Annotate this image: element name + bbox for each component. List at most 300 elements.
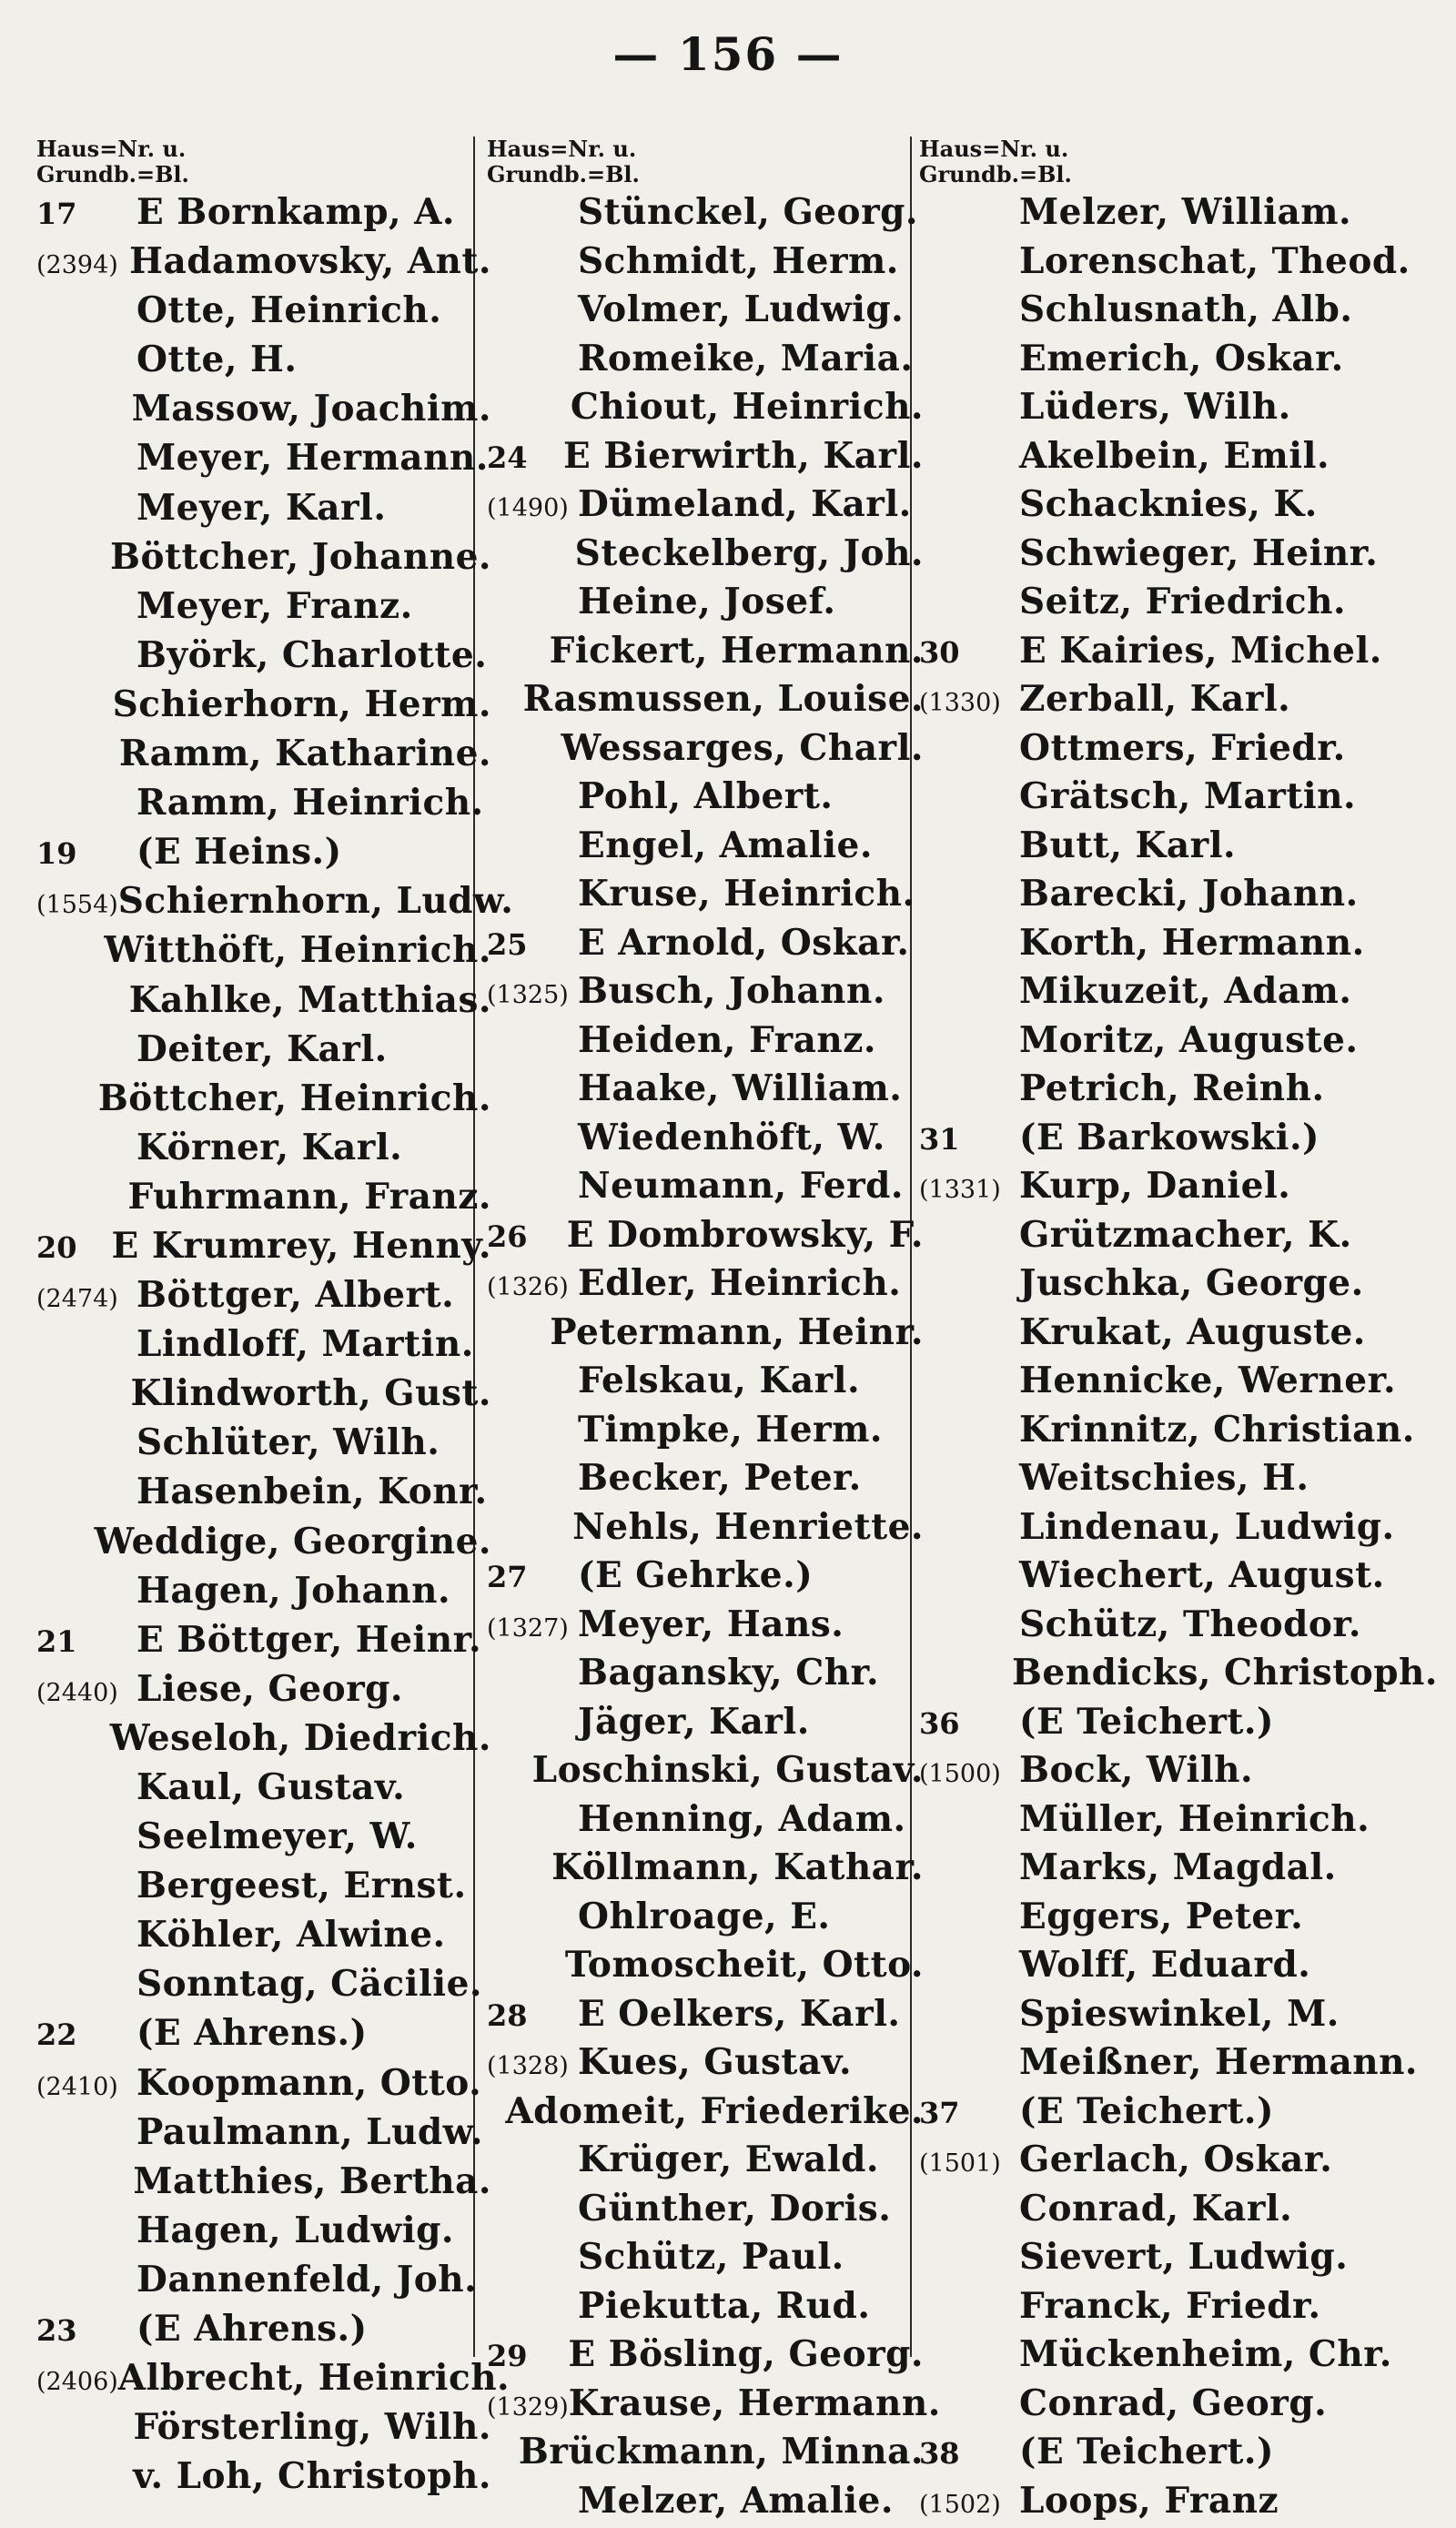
directory-entry bbox=[487, 483, 924, 532]
house-number: 28 bbox=[487, 1998, 578, 2033]
resident-name: Liese, Georg. bbox=[136, 1668, 403, 1710]
directory-entry bbox=[36, 1372, 491, 1421]
directory-entry bbox=[919, 630, 1438, 679]
directory-entry bbox=[919, 435, 1438, 484]
house-number: (1501) bbox=[919, 2149, 1019, 2178]
directory-entry bbox=[919, 1409, 1438, 1458]
resident-name: Ramm, Heinrich. bbox=[136, 782, 484, 824]
resident-name: Rasmussen, Louise. bbox=[523, 678, 924, 720]
directory-entry bbox=[487, 1262, 924, 1311]
house-number: (1328) bbox=[487, 2052, 578, 2080]
directory-entry bbox=[919, 2480, 1438, 2528]
resident-name: Mikuzeit, Adam. bbox=[1019, 970, 1351, 1012]
directory-entry bbox=[36, 2062, 491, 2111]
directory-entry bbox=[36, 2259, 491, 2308]
resident-name: Massow, Joachim. bbox=[132, 388, 491, 430]
resident-name: Krinnitz, Christian. bbox=[1019, 1409, 1415, 1451]
resident-name: Ohlroage, E. bbox=[578, 1896, 831, 1937]
resident-name: E Dombrowsky, F. bbox=[567, 1214, 924, 1256]
resident-name: Neumann, Ferd. bbox=[578, 1165, 904, 1207]
resident-name: Tomoscheit, Otto. bbox=[565, 1944, 924, 1986]
directory-entry bbox=[36, 1077, 491, 1127]
directory-entry bbox=[487, 2188, 924, 2237]
resident-name: Otte, H. bbox=[136, 339, 297, 380]
resident-name: Bock, Wilh. bbox=[1019, 1749, 1253, 1791]
directory-entry bbox=[919, 1067, 1438, 1117]
directory-entry bbox=[487, 970, 924, 1019]
resident-name: Brückmann, Minna. bbox=[519, 2431, 924, 2472]
directory-entry bbox=[36, 1421, 491, 1471]
house-number: 19 bbox=[36, 836, 136, 871]
directory-entry bbox=[487, 824, 924, 874]
directory-entry bbox=[919, 1993, 1438, 2042]
directory-entry bbox=[487, 2090, 924, 2139]
directory-entry bbox=[487, 1652, 924, 1701]
resident-name: Seelmeyer, W. bbox=[136, 1815, 418, 1857]
directory-entry bbox=[919, 2236, 1438, 2285]
directory-entry bbox=[487, 2236, 924, 2285]
house-number: (1325) bbox=[487, 981, 578, 1009]
resident-name: Fickert, Hermann. bbox=[550, 630, 924, 672]
resident-name: (E Teichert.) bbox=[1019, 2431, 1274, 2472]
directory-entry bbox=[919, 727, 1438, 776]
resident-name: Weitschies, H. bbox=[1019, 1457, 1309, 1499]
directory-entry bbox=[36, 339, 491, 388]
directory-entry bbox=[36, 437, 491, 486]
resident-name: Felskau, Karl. bbox=[578, 1360, 860, 1401]
directory-entry bbox=[487, 2333, 924, 2382]
resident-name: Krause, Hermann. bbox=[569, 2382, 941, 2424]
directory-entry bbox=[487, 2382, 924, 2432]
directory-entry bbox=[919, 1506, 1438, 1555]
directory-entry bbox=[36, 1225, 491, 1274]
resident-name: Kruse, Heinrich. bbox=[578, 873, 915, 915]
directory-entry bbox=[919, 1749, 1438, 1798]
directory-entry bbox=[919, 873, 1438, 922]
resident-name: Kurp, Daniel. bbox=[1019, 1165, 1290, 1207]
directory-entry bbox=[487, 386, 924, 435]
directory-entry bbox=[36, 2111, 491, 2160]
directory-entry bbox=[36, 2455, 491, 2504]
resident-name: Hagen, Johann. bbox=[136, 1570, 450, 1612]
directory-entry bbox=[919, 2139, 1438, 2188]
resident-name: Piekutta, Rud. bbox=[578, 2285, 870, 2327]
resident-name: Schlusnath, Alb. bbox=[1019, 288, 1352, 330]
directory-entry bbox=[487, 1214, 924, 1263]
column-1 bbox=[36, 137, 491, 2504]
directory-entry bbox=[36, 1176, 491, 1225]
resident-name: Deiter, Karl. bbox=[136, 1028, 388, 1070]
resident-name: Byörk, Charlotte. bbox=[136, 634, 487, 676]
directory-entry bbox=[36, 1521, 491, 1570]
resident-name: Petermann, Heinr. bbox=[550, 1311, 924, 1353]
directory-entry bbox=[919, 1457, 1438, 1506]
directory-entry bbox=[487, 727, 924, 776]
directory-entry bbox=[487, 1019, 924, 1068]
resident-name: Nehls, Henriette. bbox=[572, 1506, 924, 1548]
directory-entry bbox=[487, 1117, 924, 1166]
resident-name: Müller, Heinrich. bbox=[1019, 1798, 1370, 1840]
resident-name: Hadamovsky, Ant. bbox=[129, 240, 491, 282]
directory-entry bbox=[487, 1409, 924, 1458]
house-number: 21 bbox=[36, 1624, 136, 1659]
directory-entry bbox=[919, 1165, 1438, 1214]
resident-name: (E Ahrens.) bbox=[136, 2308, 368, 2350]
column-2 bbox=[487, 137, 924, 2528]
house-number: 29 bbox=[487, 2339, 568, 2373]
resident-name: Schierhorn, Herm. bbox=[113, 683, 491, 725]
house-number: 38 bbox=[919, 2436, 1019, 2471]
resident-name: v. Loh, Christoph. bbox=[133, 2455, 491, 2497]
house-number: (1554) bbox=[36, 891, 118, 919]
directory-entry bbox=[487, 1749, 924, 1798]
directory-entry bbox=[919, 678, 1438, 727]
house-number: 22 bbox=[36, 2017, 136, 2052]
resident-name: Fuhrmann, Franz. bbox=[127, 1176, 491, 1218]
resident-name: Conrad, Georg. bbox=[1019, 2382, 1327, 2424]
resident-name: E Bösling, Georg. bbox=[568, 2333, 924, 2375]
resident-name: Bergeest, Ernst. bbox=[136, 1865, 467, 1906]
house-number: 27 bbox=[487, 1560, 578, 1594]
resident-name: Sonntag, Cäcilie. bbox=[136, 1963, 482, 2005]
directory-entry bbox=[919, 1652, 1438, 1701]
directory-entry bbox=[36, 1028, 491, 1077]
resident-name: Schütz, Theodor. bbox=[1019, 1603, 1361, 1645]
resident-name: Köhler, Alwine. bbox=[136, 1914, 446, 1956]
directory-entry bbox=[36, 2357, 491, 2406]
resident-name: Romeike, Maria. bbox=[578, 338, 913, 379]
resident-name: E Böttger, Heinr. bbox=[136, 1619, 481, 1661]
directory-entry bbox=[919, 2382, 1438, 2432]
resident-name: Schmidt, Herm. bbox=[578, 240, 899, 282]
resident-name: Dannenfeld, Joh. bbox=[136, 2259, 477, 2300]
directory-entry bbox=[487, 532, 924, 581]
directory-entry bbox=[487, 1701, 924, 1750]
directory-entry bbox=[919, 922, 1438, 971]
directory-entry bbox=[36, 929, 491, 978]
resident-name: Barecki, Johann. bbox=[1019, 873, 1359, 915]
directory-entry bbox=[487, 581, 924, 630]
directory-entry bbox=[919, 1896, 1438, 1945]
directory-entry bbox=[919, 1019, 1438, 1068]
house-number: (1500) bbox=[919, 1760, 1019, 1788]
resident-name: (E Ahrens.) bbox=[136, 2012, 368, 2054]
resident-name: Heine, Josef. bbox=[578, 581, 836, 622]
directory-entry bbox=[919, 2431, 1438, 2480]
resident-name: Schwieger, Heinr. bbox=[1019, 532, 1378, 574]
directory-entry bbox=[487, 1506, 924, 1555]
resident-name: Pohl, Albert. bbox=[578, 775, 833, 817]
directory-entry bbox=[487, 191, 924, 240]
resident-name: Loops, Franz bbox=[1019, 2480, 1279, 2522]
directory-entry bbox=[919, 1214, 1438, 1263]
directory-entry bbox=[36, 2160, 491, 2209]
house-number: (2410) bbox=[36, 2073, 136, 2101]
directory-entry bbox=[919, 2285, 1438, 2334]
directory-entry bbox=[36, 1323, 491, 1372]
directory-entry bbox=[36, 733, 491, 782]
directory-entry bbox=[36, 1570, 491, 1619]
column-header: Haus=Nr. u. Grundb.=Bl. bbox=[36, 137, 491, 191]
resident-name: Matthies, Bertha. bbox=[133, 2160, 491, 2202]
directory-entry bbox=[919, 1701, 1438, 1750]
directory-entry bbox=[487, 1457, 924, 1506]
directory-entry bbox=[36, 536, 491, 585]
directory-entry bbox=[487, 1360, 924, 1409]
resident-name: Hennicke, Werner. bbox=[1019, 1360, 1396, 1401]
house-number: 25 bbox=[487, 927, 578, 962]
resident-name: Albrecht, Heinrich. bbox=[118, 2357, 510, 2399]
directory-entry bbox=[487, 630, 924, 679]
resident-name: Schiernhorn, Ludw. bbox=[118, 880, 514, 922]
house-number: (1502) bbox=[919, 2491, 1019, 2519]
directory-entry bbox=[487, 1896, 924, 1945]
directory-entry bbox=[36, 880, 491, 929]
resident-name: Weddige, Georgine. bbox=[94, 1521, 491, 1562]
house-number: (1326) bbox=[487, 1273, 578, 1301]
directory-entry bbox=[487, 2480, 924, 2528]
resident-name: Paulmann, Ludw. bbox=[136, 2111, 483, 2153]
resident-name: Koopmann, Otto. bbox=[136, 2062, 481, 2104]
directory-entry bbox=[919, 191, 1438, 240]
resident-name: Busch, Johann. bbox=[578, 970, 885, 1012]
house-number: 23 bbox=[36, 2313, 136, 2348]
directory-entry bbox=[487, 1165, 924, 1214]
resident-name: Böttcher, Heinrich. bbox=[98, 1077, 491, 1119]
resident-name: (E Heins.) bbox=[136, 831, 342, 873]
resident-name: (E Teichert.) bbox=[1019, 1701, 1274, 1743]
directory-entry bbox=[36, 1815, 491, 1865]
resident-name: Weseloh, Diedrich. bbox=[110, 1717, 491, 1759]
resident-name: E Bierwirth, Karl. bbox=[563, 435, 924, 477]
resident-name: Juschka, George. bbox=[1019, 1262, 1364, 1304]
resident-name: Wessarges, Charl. bbox=[561, 727, 924, 769]
resident-name: Otte, Heinrich. bbox=[136, 289, 441, 331]
directory-entry bbox=[487, 1846, 924, 1896]
resident-name: Sievert, Ludwig. bbox=[1019, 2236, 1348, 2278]
column-header: Haus=Nr. u. Grundb.=Bl. bbox=[919, 137, 1438, 191]
resident-name: Petrich, Reinh. bbox=[1019, 1067, 1325, 1109]
house-number: 17 bbox=[36, 197, 136, 231]
directory-entry bbox=[919, 970, 1438, 1019]
directory-entry bbox=[919, 288, 1438, 338]
directory-entry bbox=[36, 289, 491, 339]
house-number: (2440) bbox=[36, 1679, 136, 1707]
directory-entry bbox=[487, 2139, 924, 2188]
resident-name: Krüger, Ewald. bbox=[578, 2139, 879, 2180]
resident-name: Haake, William. bbox=[578, 1067, 902, 1109]
resident-name: Meißner, Hermann. bbox=[1019, 2041, 1418, 2083]
resident-name: Meyer, Karl. bbox=[136, 487, 386, 529]
resident-name: Emerich, Oskar. bbox=[1019, 338, 1344, 379]
resident-name: Böttger, Albert. bbox=[136, 1274, 454, 1316]
directory-entry bbox=[487, 338, 924, 387]
directory-entry bbox=[487, 1993, 924, 2042]
resident-name: E Arnold, Oskar. bbox=[578, 922, 909, 964]
resident-name: Hagen, Ludwig. bbox=[136, 2209, 454, 2251]
resident-name: Kahlke, Matthias. bbox=[129, 979, 491, 1021]
directory-entry bbox=[919, 483, 1438, 532]
resident-name: Grätsch, Martin. bbox=[1019, 775, 1356, 817]
resident-name: Hasenbein, Konr. bbox=[136, 1471, 488, 1512]
resident-name: E Oelkers, Karl. bbox=[578, 1993, 901, 2035]
directory-entry bbox=[36, 2209, 491, 2259]
resident-name: Grützmacher, K. bbox=[1019, 1214, 1352, 1256]
page-number: — 156 — bbox=[0, 27, 1456, 81]
directory-entry bbox=[487, 2285, 924, 2334]
directory-entry bbox=[919, 1311, 1438, 1360]
directory-entry bbox=[36, 191, 491, 240]
directory-entry bbox=[36, 2012, 491, 2061]
directory-entry bbox=[919, 581, 1438, 630]
directory-entry bbox=[487, 1944, 924, 1993]
directory-entry bbox=[919, 2188, 1438, 2237]
resident-name: Wiedenhöft, W. bbox=[578, 1117, 885, 1158]
directory-entry bbox=[487, 1554, 924, 1603]
directory-entry bbox=[487, 873, 924, 922]
directory-entry bbox=[36, 2308, 491, 2357]
directory-entry bbox=[487, 1798, 924, 1847]
directory-entry bbox=[36, 1717, 491, 1766]
directory-entry bbox=[487, 288, 924, 338]
resident-name: Wiechert, August. bbox=[1019, 1554, 1385, 1596]
resident-name: Krukat, Auguste. bbox=[1019, 1311, 1366, 1353]
resident-name: Böttcher, Johanne. bbox=[110, 536, 491, 578]
directory-entry bbox=[919, 1944, 1438, 1993]
resident-name: Conrad, Karl. bbox=[1019, 2188, 1292, 2230]
resident-name: Ramm, Katharine. bbox=[119, 733, 491, 774]
house-number: (2474) bbox=[36, 1285, 136, 1313]
resident-name: Butt, Karl. bbox=[1019, 824, 1236, 866]
resident-name: Schlüter, Wilh. bbox=[136, 1421, 440, 1463]
resident-name: Moritz, Auguste. bbox=[1019, 1019, 1358, 1061]
directory-entry bbox=[36, 1127, 491, 1176]
resident-name: Loschinski, Gustav. bbox=[532, 1749, 924, 1791]
resident-name: Zerball, Karl. bbox=[1019, 678, 1290, 720]
resident-name: Schütz, Paul. bbox=[578, 2236, 844, 2278]
resident-name: (E Barkowski.) bbox=[1019, 1117, 1320, 1158]
resident-name: Meyer, Hermann. bbox=[136, 437, 489, 479]
resident-name: Meyer, Hans. bbox=[578, 1603, 844, 1645]
house-number: 26 bbox=[487, 1219, 567, 1254]
resident-name: Steckelberg, Joh. bbox=[575, 532, 924, 574]
house-number: 37 bbox=[919, 2096, 1019, 2130]
directory-entry bbox=[36, 1963, 491, 2012]
house-number: (2394) bbox=[36, 251, 129, 279]
directory-entry bbox=[36, 683, 491, 733]
resident-name: Bendicks, Christoph. bbox=[1012, 1652, 1438, 1694]
directory-entry bbox=[36, 1865, 491, 1914]
resident-name: Försterling, Wilh. bbox=[133, 2406, 491, 2448]
resident-name: Klindworth, Gust. bbox=[130, 1372, 491, 1414]
house-number: 36 bbox=[919, 1706, 1019, 1741]
resident-name: Edler, Heinrich. bbox=[578, 1262, 901, 1304]
resident-name: Köllmann, Kathar. bbox=[551, 1846, 924, 1888]
directory-entry bbox=[919, 2333, 1438, 2382]
directory-entry bbox=[487, 2041, 924, 2090]
resident-name: Volmer, Ludwig. bbox=[578, 288, 904, 330]
directory-entry bbox=[919, 386, 1438, 435]
directory-entry bbox=[487, 1311, 924, 1360]
resident-name: Lindenau, Ludwig. bbox=[1019, 1506, 1395, 1548]
directory-entry bbox=[487, 1067, 924, 1117]
resident-name: Adomeit, Friederike. bbox=[505, 2090, 924, 2132]
directory-entry bbox=[487, 922, 924, 971]
resident-name: Dümeland, Karl. bbox=[578, 483, 912, 525]
directory-entry bbox=[919, 2041, 1438, 2090]
resident-name: Ottmers, Friedr. bbox=[1019, 727, 1346, 769]
resident-name: Jäger, Karl. bbox=[578, 1701, 810, 1743]
resident-name: Wolff, Eduard. bbox=[1019, 1944, 1310, 1986]
resident-name: Melzer, William. bbox=[1019, 191, 1351, 233]
directory-entry bbox=[36, 634, 491, 683]
resident-name: Lindloff, Martin. bbox=[136, 1323, 474, 1365]
resident-name: (E Gehrke.) bbox=[578, 1554, 813, 1596]
directory-entry bbox=[919, 1603, 1438, 1653]
directory-entry bbox=[36, 1914, 491, 1963]
directory-entry bbox=[36, 487, 491, 536]
resident-name: Kues, Gustav. bbox=[578, 2041, 852, 2083]
column-3 bbox=[919, 137, 1438, 2528]
resident-name: Eggers, Peter. bbox=[1019, 1896, 1303, 1937]
column-header: Haus=Nr. u. Grundb.=Bl. bbox=[487, 137, 924, 191]
resident-name: Bagansky, Chr. bbox=[578, 1652, 879, 1694]
directory-entry bbox=[36, 585, 491, 634]
resident-name: Günther, Doris. bbox=[578, 2188, 891, 2230]
directory-entry bbox=[36, 388, 491, 437]
resident-name: Engel, Amalie. bbox=[578, 824, 873, 866]
directory-entry bbox=[919, 1117, 1438, 1166]
resident-name: Akelbein, Emil. bbox=[1019, 435, 1330, 477]
directory-entry bbox=[36, 1471, 491, 1520]
directory-entry bbox=[36, 1274, 491, 1323]
directory-entry bbox=[36, 240, 491, 289]
resident-name: Franck, Friedr. bbox=[1019, 2285, 1321, 2327]
directory-entry bbox=[487, 678, 924, 727]
directory-entry bbox=[487, 1603, 924, 1653]
resident-name: Marks, Magdal. bbox=[1019, 1846, 1337, 1888]
house-number: (1330) bbox=[919, 689, 1019, 717]
resident-name: Chiout, Heinrich. bbox=[571, 386, 924, 428]
resident-name: Schacknies, K. bbox=[1019, 483, 1318, 525]
directory-entry bbox=[36, 1619, 491, 1668]
house-number: (1490) bbox=[487, 494, 578, 522]
directory-entry bbox=[919, 1262, 1438, 1311]
resident-name: E Kairies, Michel. bbox=[1019, 630, 1382, 672]
resident-name: Henning, Adam. bbox=[578, 1798, 906, 1840]
directory-entry bbox=[36, 1668, 491, 1717]
directory-entry bbox=[919, 1798, 1438, 1847]
directory-entry bbox=[919, 775, 1438, 824]
directory-entry bbox=[487, 435, 924, 484]
resident-name: Stünckel, Georg. bbox=[578, 191, 918, 233]
resident-name: Mückenheim, Chr. bbox=[1019, 2333, 1392, 2375]
resident-name: Heiden, Franz. bbox=[578, 1019, 876, 1061]
house-number: 24 bbox=[487, 440, 563, 475]
directory-entry bbox=[36, 1766, 491, 1815]
resident-name: Becker, Peter. bbox=[578, 1457, 862, 1499]
directory-entry bbox=[919, 338, 1438, 387]
directory-entry bbox=[36, 2406, 491, 2455]
resident-name: Korth, Hermann. bbox=[1019, 922, 1365, 964]
resident-name: E Krumrey, Henny. bbox=[112, 1225, 491, 1267]
resident-name: E Bornkamp, A. bbox=[136, 191, 455, 233]
resident-name: Seitz, Friedrich. bbox=[1019, 581, 1346, 622]
directory-entry bbox=[919, 1360, 1438, 1409]
resident-name: Melzer, Amalie. bbox=[578, 2480, 894, 2522]
resident-name: Timpke, Herm. bbox=[578, 1409, 883, 1451]
directory-entry bbox=[36, 979, 491, 1028]
